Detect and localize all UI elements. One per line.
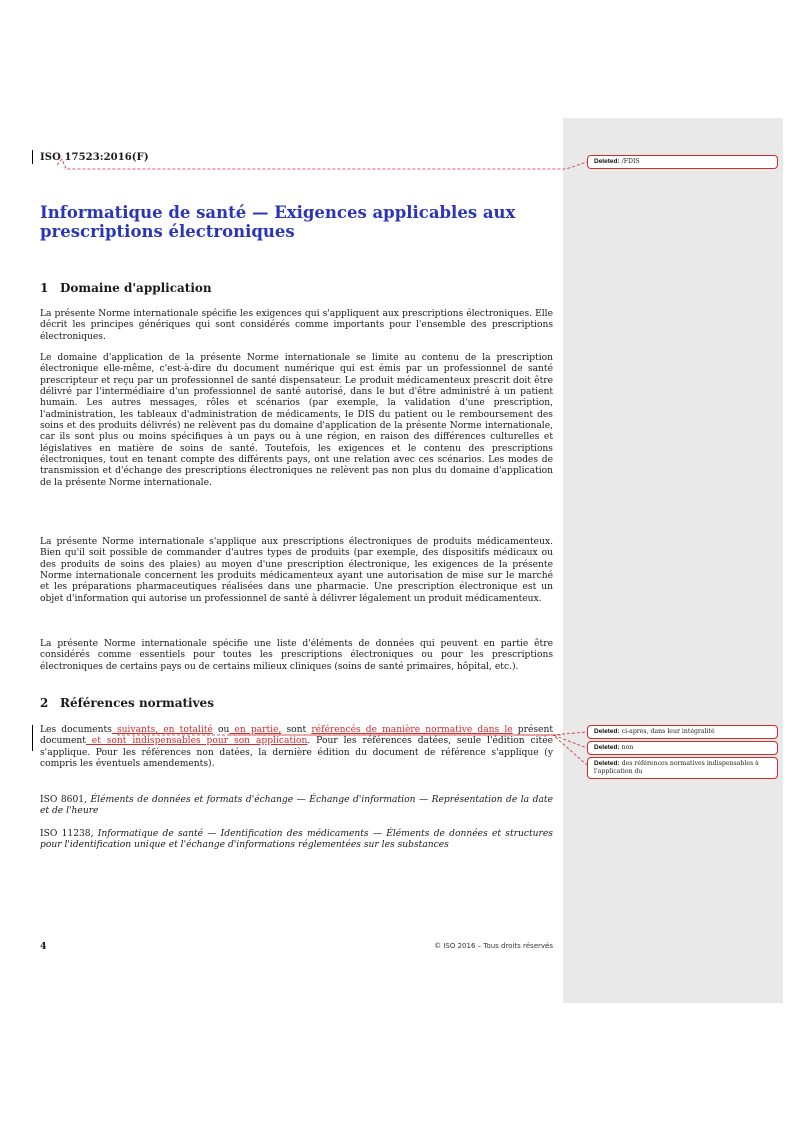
insertion-mark[interactable]: et sont indispensables pour son application: [85, 736, 308, 747]
comment-text: non: [619, 744, 634, 751]
insertion-mark[interactable]: en partie,: [229, 725, 282, 735]
section-title: Domaine d'application: [60, 281, 212, 295]
document-title: Informatique de santé — Exigences applicables aux prescriptions électroniques: [40, 203, 516, 241]
paragraph-normative-references: [40, 725, 553, 770]
section-1-heading: [40, 281, 212, 295]
comment-text: /FDIS: [619, 158, 640, 165]
paragraph: La présente Norme internationale spécifie une liste d'éléments de données qui peuvent en partie être considérés comme essentiels pour toutes les prescriptions électroniques ou pour les prescriptions électroniques de certains pays ou de certains milieux cliniques (soins de santé primaires, hôpital, etc.).: [40, 639, 553, 672]
comment-margin-pane: [563, 118, 783, 1003]
comment-label: Deleted:: [594, 744, 620, 751]
section-title: Références normatives: [60, 696, 214, 710]
reference-title: Éléments de données et formats d'échange — Échange d'information — Représentation de la date et de l'heure: [40, 795, 553, 817]
text-run: ou: [212, 725, 230, 735]
paragraph: La présente Norme internationale spécifie les exigences qui s'appliquent aux prescriptions électroniques. Elle décrit les principes génériques qui sont considérés comme importants pour l'ensemble des prescriptions électroniques.: [40, 309, 553, 342]
reference-code: ISO 8601,: [40, 795, 91, 805]
text-run: . Pour les références datées, seule l'édition citée s'applique. Pour les références non datées, la dernière édition du document de référence s'applique (y compris les éventuels amendements).: [40, 736, 553, 770]
page-number: 4: [40, 941, 47, 952]
section-number: 2: [40, 696, 49, 710]
reference-iso-11238: [40, 829, 553, 852]
comment-label: Deleted:: [594, 760, 620, 767]
change-bar: [32, 725, 33, 751]
comment-text: des références normatives indispensables à l'application du: [594, 760, 759, 775]
paragraph: Le domaine d'application de la présente Norme internationale se limite au contenu de la prescription électronique elle-même, c'est-à-dire du document numérique qui est émis par un professionnel de santé prescripteur et reçu par un professionnel de santé dispensateur. Le produit médicamenteux prescrit doit être délivré par l'intermédiaire d'un professionnel de santé autorisé, dans le but d'être administré à un patient humain. Les autres messages, rôles et scénarios (par exemple, la validation d'une prescription, l'administration, les tableaux d'administration de médicaments, le DIS du patient ou le remboursement des soins et des produits délivrés) ne relèvent pas du domaine d'application de la présente Norme internationale, car ils sont plus ou moins spécifiques à un pays ou à une région, en raison des différences culturelles et législatives en matière de soins de santé. Toutefois, les exigences et le contenu des prescriptions électroniques, tout en tenant compte des différents pays, ont une relation avec ces scénarios. Les modes de transmission et d'échange des prescriptions électroniques ne relèvent pas non plus du domaine d'application de la présente Norme internationale.: [40, 353, 553, 488]
document-identifier: ISO 17523:2016(F): [40, 152, 149, 163]
section-number: 1: [40, 281, 49, 295]
text-run: Les documents: [40, 725, 112, 735]
deleted-comment-balloon[interactable]: [587, 741, 778, 755]
deleted-comment-balloon[interactable]: [587, 757, 778, 779]
comment-text: ci-après, dans leur intégralité: [619, 728, 715, 735]
deleted-comment-balloon[interactable]: [587, 725, 778, 739]
paragraph: La présente Norme internationale s'applique aux prescriptions électroniques de produits médicamenteux. Bien qu'il soit possible de commander d'autres types de produits (par exemple, des dispositifs médicaux ou des produits de soins des plaies) au moyen d'une prescription électronique, les exigences de la présente Norme internationale concernent les produits médicamenteux ayant une autorisation de mise sur le marché et les préparations pharmaceutiques réalisées dans une pharmacie. Une prescription électronique est un objet d'information qui autorise un professionnel de santé à délivrer légalement un produit médicamenteux.: [40, 537, 553, 604]
comment-label: Deleted:: [594, 728, 620, 735]
insertion-mark[interactable]: référencés de manière normative dans le: [311, 725, 513, 735]
text-run: présent document: [40, 725, 553, 747]
reference-iso-8601: [40, 795, 553, 818]
text-run: sont: [281, 725, 312, 735]
deleted-comment-balloon[interactable]: [587, 155, 778, 169]
copyright-notice: © ISO 2016 – Tous droits réservés: [434, 942, 553, 950]
section-2-heading: [40, 696, 214, 710]
comment-label: Deleted:: [594, 158, 620, 165]
reference-code: ISO 11238,: [40, 829, 98, 839]
change-bar: [32, 150, 33, 164]
reference-title: Informatique de santé — Identification des médicaments — Éléments de données et structures pour l'identification unique et l'échange d'informations réglementées sur les substances: [40, 829, 553, 851]
insertion-mark[interactable]: suivants, en totalité: [111, 725, 213, 735]
